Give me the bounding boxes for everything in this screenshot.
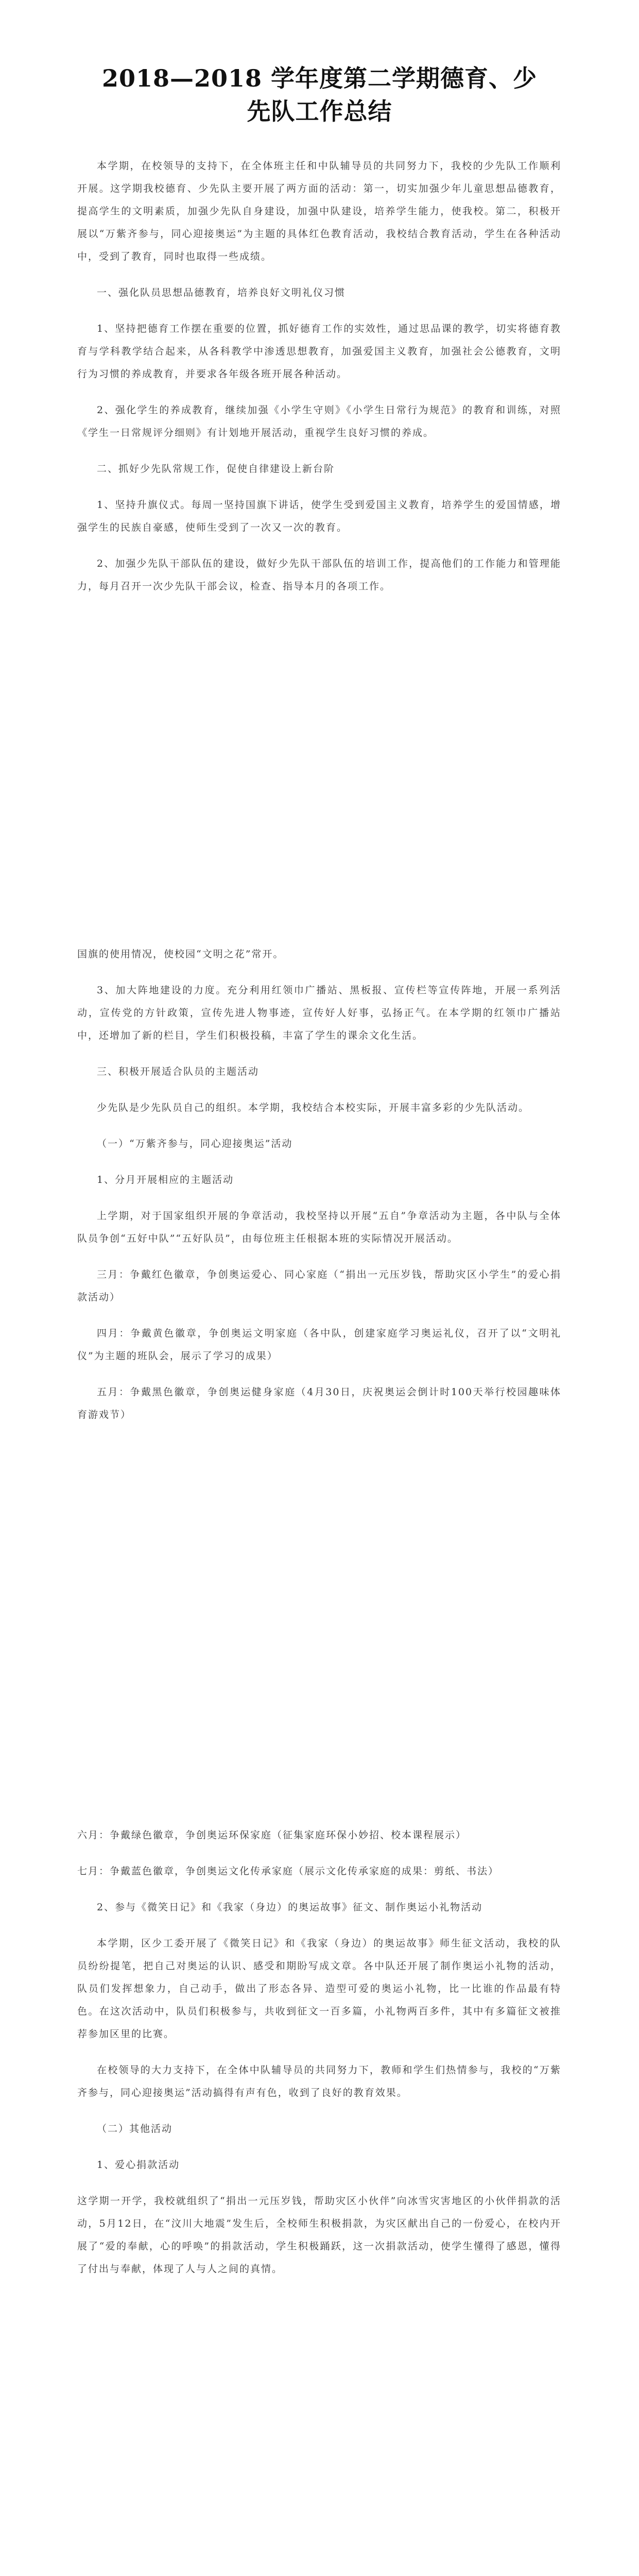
paragraph: 在校领导的大力支持下，在全体中队辅导员的共同努力下，教师和学生们热情参与，我校的“万紫齐参与，同心迎接奥运”活动搞得有声有色，收到了良好的教育效果。: [77, 2064, 561, 2098]
paragraph: 1、坚持升旗仪式。每周一坚持国旗下讲话，使学生受到爱国主义教育，培养学生的爱国情感，增强学生的民族自豪感，使师生受到了一次又一次的教育。: [77, 499, 561, 533]
paragraph: （二）其他活动: [97, 2123, 173, 2134]
paragraph: （一）“万紫齐参与，同心迎接奥运”活动: [97, 1138, 293, 1149]
document-title: 2018—2018 学年度第二学期德育、少先队工作总结: [101, 64, 538, 125]
paragraph: 2、加强少先队干部队伍的建设，做好少先队干部队伍的培训工作，提高他们的工作能力和管理能力，每月召开一次少先队干部会议，检查、指导本月的各项工作。: [77, 558, 561, 592]
paragraph: 本学期，在校领导的支持下，在全体班主任和中队辅导员的共同努力下，我校的少先队工作顺利开展。这学期我校德育、少先队主要开展了两方面的活动：第一，切实加强少年儿童思想品德教育，提高学生的文明素质，加强少先队自身建设，加强中队建设，培养学生能力，使我校。第二，积极开展以“万紫齐参与，同心迎接奥运”为主题的具体红色教育活动，我校结合教育活动，学生在各种活动中，受到了教育，同时也取得一些成绩。: [77, 160, 561, 262]
paragraph: 七月：争戴蓝色徽章，争创奥运文化传承家庭（展示文化传承家庭的成果：剪纸、书法）: [77, 1866, 499, 1877]
paragraph: 本学期，区少工委开展了《微笑日记》和《我家（身边）的奥运故事》师生征文活动，我校的队员纷纷提笔，把自己对奥运的认识、感受和期盼写成文章。各中队还开展了制作奥运小礼物的活动，队员们发挥想象力，自己动手，做出了形态各异、造型可爱的奥运小礼物，比一比谁的作品最有特色。在这次活动中，队员们积极参与，共收到征文一百多篇，小礼物两百多件，其中有多篇征文被推荐参加区里的比赛。: [77, 1938, 561, 2040]
content-block-3: [77, 1824, 561, 2294]
paragraph: 国旗的使用情况，使校园“文明之花”常开。: [77, 948, 284, 960]
paragraph: 二、抓好少先队常规工作，促使自律建设上新台阶: [97, 463, 335, 474]
paragraph: 2、强化学生的养成教育，继续加强《小学生守则》《小学生日常行为规范》的教育和训练，对照《学生一日常规评分细则》有计划地开展活动，重视学生良好习惯的养成。: [77, 404, 561, 438]
paragraph: 三月：争戴红色徽章，争创奥运爱心、同心家庭（“捐出一元压岁钱，帮助灾区小学生”的爱心捐款活动）: [77, 1269, 561, 1303]
paragraph: 一、强化队员思想品德教育，培养良好文明礼仪习惯: [97, 287, 346, 298]
paragraph: 上学期，对于国家组织开展的争章活动，我校坚持以开展“五自”争章活动为主题，各中队与全体队员争创“五好中队”“五好队员”，由每位班主任根据本班的实际情况开展活动。: [77, 1210, 561, 1244]
paragraph: 2、参与《微笑日记》和《我家（身边）的奥运故事》征文、制作奥运小礼物活动: [97, 1902, 483, 1913]
content-block-1: [77, 155, 561, 611]
paragraph: 三、积极开展适合队员的主题活动: [97, 1066, 260, 1077]
paragraph: 1、分月开展相应的主题活动: [97, 1174, 234, 1185]
paragraph: 1、爱心捐款活动: [97, 2159, 180, 2171]
paragraph: 四月：争戴黄色徽章，争创奥运文明家庭（各中队，创建家庭学习奥运礼仪，召开了以“文明礼仪”为主题的班队会，展示了学习的成果）: [77, 1328, 561, 1362]
paragraph: 六月：争戴绿色徽章，争创奥运环保家庭（征集家庭环保小妙招、校本课程展示）: [77, 1829, 467, 1841]
paragraph: 1、坚持把德育工作摆在重要的位置，抓好德育工作的实效性，通过思品课的教学，切实将德育教育与学科教学结合起来，从各科教学中渗透思想教育，加强爱国主义教育，加强社会公德教育，文明行为习惯的养成教育，并要求各年级各班开展各种活动。: [77, 323, 561, 380]
paragraph: 这学期一开学，我校就组织了“捐出一元压岁钱，帮助灾区小伙伴”向冰雪灾害地区的小伙伴捐款的活动，5月12日，在“汶川大地震”发生后，全校师生积极捐款，为灾区献出自己的一份爱心，在校内开展了“爱的奉献，心的呼唤”的捐款活动，学生积极踊跃，这一次捐款活动，使学生懂得了感恩，懂得了付出与奉献，体现了人与人之间的真情。: [77, 2195, 561, 2275]
content-block-2: [77, 943, 561, 1439]
paragraph: 3、加大阵地建设的力度。充分利用红领巾广播站、黑板报、宣传栏等宣传阵地，开展一系列活动，宣传党的方针政策，宣传先进人物事迹，宣传好人好事，弘扬正气。在本学期的红领巾广播站中，还增加了新的栏目，学生们积极投稿，丰富了学生的课余文化生活。: [77, 985, 561, 1041]
paragraph: 少先队是少先队员自己的组织。本学期，我校结合本校实际，开展丰富多彩的少先队活动。: [97, 1102, 530, 1113]
paragraph: 五月：争戴黑色徽章，争创奥运健身家庭（4月30日，庆祝奥运会倒计时100天举行校园趣味体育游戏节）: [77, 1386, 561, 1420]
